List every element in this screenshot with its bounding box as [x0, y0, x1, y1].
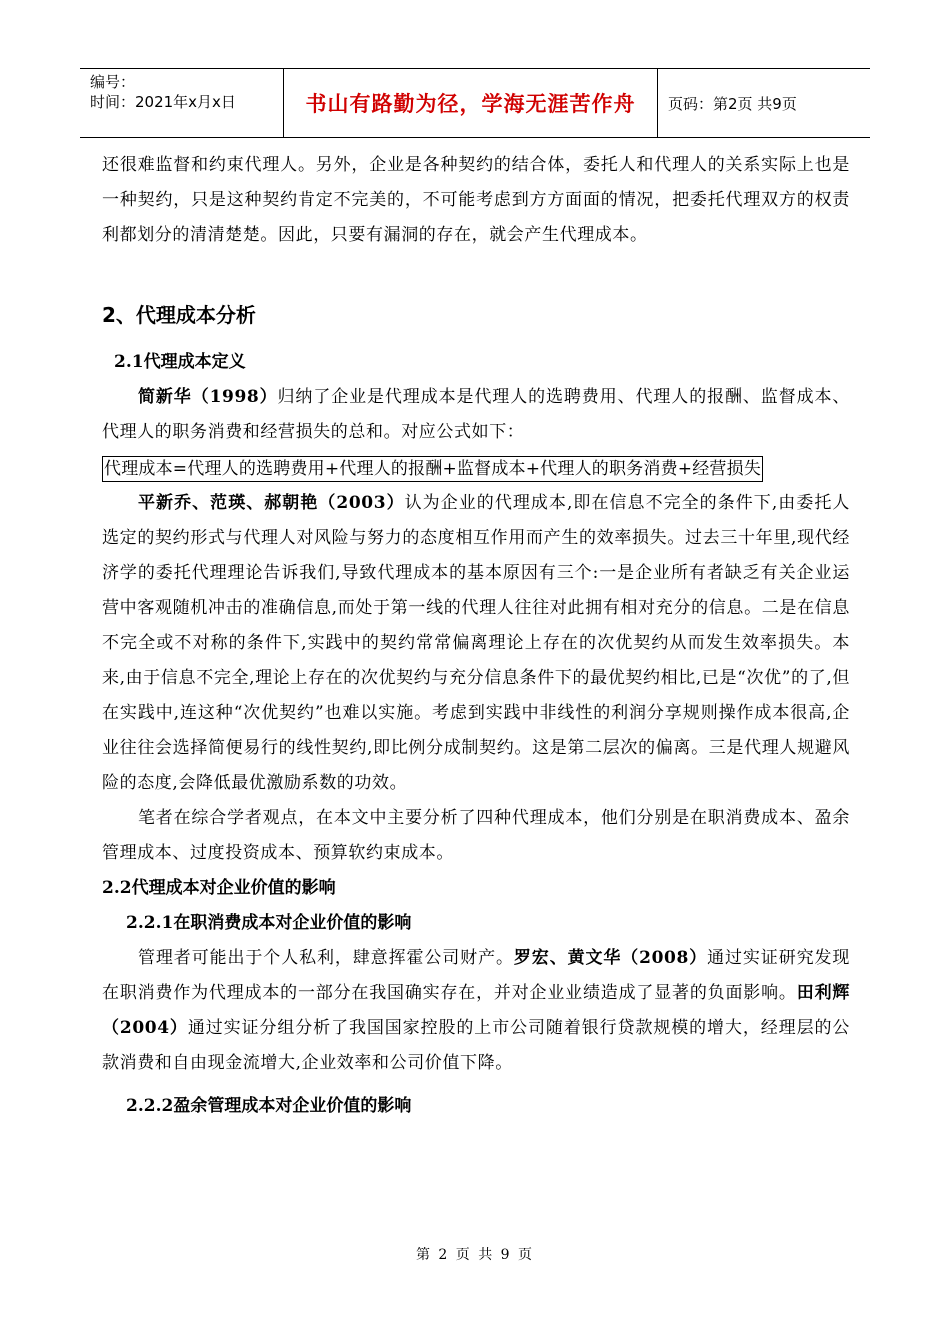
- page-code: 页码：第2页 共9页: [668, 94, 797, 113]
- page-footer: 第 2 页 共 9 页: [415, 1247, 535, 1263]
- citation-ping: 平新乔、范瑛、郝朝艳（2003）: [138, 493, 405, 513]
- number-label: 编号：: [90, 73, 136, 91]
- intro-paragraph: 还很难监督和约束代理人。另外，企业是各种契约的结合体，委托人和代理人的关系实际上也是一种契约，只是这种契约肯定不完美的，不可能考虑到方方面面的情况，把委托代理双方的权责利都划分的清清楚楚。因此，只要有漏洞的存在，就会产生代理成本。: [102, 155, 850, 245]
- citation-luo: 罗宏、黄文华（2008）: [513, 948, 708, 968]
- header-meta: [80, 69, 283, 137]
- time-label: 时间：2021年x月x日: [90, 93, 236, 111]
- section-2-heading: 2、代理成本分析: [102, 303, 256, 327]
- section-2-2-heading: 2.2代理成本对企业价值的影响: [102, 878, 336, 898]
- citation-tian: 田利辉（2004）: [102, 983, 850, 1038]
- author-view-paragraph: 笔者在综合学者观点，在本文中主要分析了四种代理成本，他们分别是在职消费成本、盈余管理成本、过度投资成本、预算软约束成本。: [102, 808, 850, 863]
- consumption-text-a: 管理者可能出于个人私利，肆意挥霍公司财产。: [138, 948, 514, 968]
- theory-paragraph: [102, 486, 850, 801]
- page-header: [80, 68, 870, 138]
- definition-text: 归纳了企业是代理成本是代理人的选聘费用、代理人的报酬、监督成本、代理人的职务消费和经营损失的总和。对应公式如下：: [102, 387, 850, 442]
- citation-jian: 简新华（1998）: [138, 387, 278, 407]
- header-motto-cell: [283, 69, 658, 137]
- theory-text: 认为企业的代理成本,即在信息不完全的条件下,由委托人选定的契约形式与代理人对风险与努力的态度相互作用而产生的效率损失。过去三十年里,现代经济学的委托代理理论告诉我们,导致代理成本的基本原因有三个:一是企业所有者缺乏有关企业运营中客观随机冲击的准确信息,而处于第一线的代理人往往对此拥有相对充分的信息。二是在信息不完全或不对称的条件下,实践中的契约常常偏离理论上存在的次优契约从而发生效率损失。本来,由于信息不完全,理论上存在的次优契约与充分信息条件下的最优契约相比,已是“次优”的了,但在实践中,连这种“次优契约”也难以实施。考虑到实践中非线性的利润分享规则操作成本很高,企业往往会选择简便易行的线性契约,即比例分成制契约。这是第二层次的偏离。三是代理人规避风险的态度,会降低最优激励系数的功效。: [102, 493, 850, 793]
- document-body: [102, 148, 850, 1124]
- section-2-2-2-heading: 2.2.2盈余管理成本对企业价值的影响: [126, 1096, 412, 1116]
- section-2-2-1-heading: 2.2.1在职消费成本对企业价值的影响: [126, 913, 412, 933]
- consumption-text-c: 通过实证分组分析了我国国家控股的上市公司随着银行贷款规模的增大，经理层的公款消费和自由现金流增大,企业效率和公司价值下降。: [102, 1018, 850, 1073]
- consumption-text-b: 通过实证研究发现在职消费作为代理成本的一部分在我国确实存在，并对企业业绩造成了显著的负面影响。: [102, 948, 851, 1003]
- consumption-paragraph: [102, 941, 850, 1081]
- formula-box: 代理成本=代理人的选聘费用+代理人的报酬+监督成本+代理人的职务消费+经营损失: [102, 456, 763, 482]
- header-page-code-cell: [658, 69, 870, 137]
- definition-paragraph: [102, 380, 850, 450]
- section-2-1-heading: 2.1代理成本定义: [114, 352, 246, 372]
- motto: 书山有路勤为径，学海无涯苦作舟: [305, 92, 636, 116]
